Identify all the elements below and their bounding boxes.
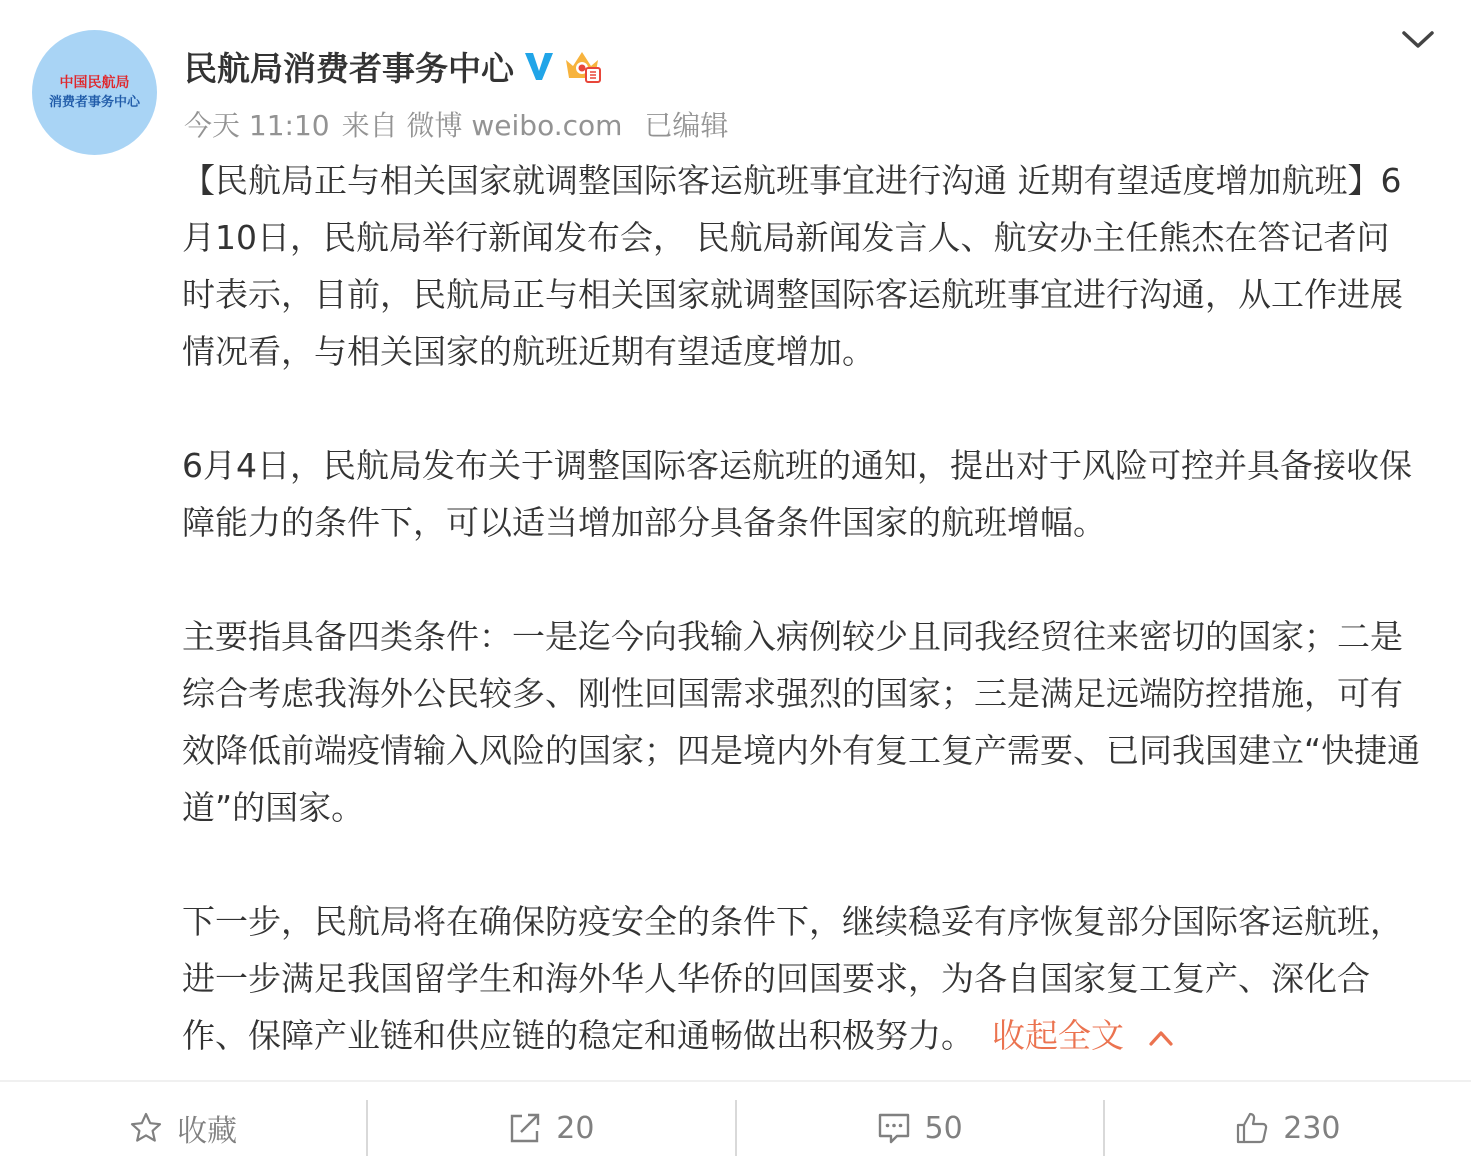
chevron-down-icon[interactable] bbox=[1401, 28, 1435, 52]
avatar-text-line1: 中国民航局 bbox=[59, 74, 130, 91]
like-button[interactable] bbox=[1105, 1082, 1471, 1174]
edited-label[interactable]: 已编辑 bbox=[644, 109, 729, 142]
post-meta bbox=[184, 104, 728, 144]
comment-button[interactable] bbox=[737, 1082, 1103, 1174]
chevron-up-icon bbox=[1148, 1029, 1174, 1047]
star-icon bbox=[129, 1111, 163, 1145]
comment-count: 50 bbox=[924, 1110, 963, 1146]
author-name[interactable]: 民航局消费者事务中心 bbox=[184, 48, 514, 88]
collapse-text-link[interactable] bbox=[992, 1016, 1174, 1055]
comment-icon bbox=[877, 1111, 911, 1145]
avatar-text-line2: 消费者事务中心 bbox=[48, 94, 140, 110]
avatar[interactable] bbox=[32, 30, 157, 155]
repost-icon bbox=[508, 1111, 542, 1145]
post-time[interactable]: 今天 11:10 bbox=[184, 109, 330, 142]
favorite-label: 收藏 bbox=[177, 1114, 238, 1149]
post-source[interactable]: 来自 微博 weibo.com bbox=[341, 109, 623, 142]
collapse-label: 收起全文 bbox=[992, 1016, 1124, 1055]
post-paragraph: 6月4日，民航局发布关于调整国际客运航班的通知，提出对于风险可控并具备接收保障能力的条件下，可以适当增加部分具备条件国家的航班增幅。 bbox=[182, 446, 1412, 542]
author-line bbox=[184, 40, 602, 92]
repost-count: 20 bbox=[556, 1110, 595, 1146]
post-paragraph-last bbox=[182, 893, 1422, 1064]
post-paragraph: 下一步，民航局将在确保防疫安全的条件下，继续稳妥有序恢复部分国际客运航班，进一步满足我国留学生和海外华人华侨的回国要求，为各自国家复工复产、深化合作、保障产业链和供应链的稳定和通畅做出积极努力。 bbox=[182, 902, 1403, 1055]
thumbs-up-icon bbox=[1235, 1111, 1269, 1145]
post-body bbox=[182, 152, 1422, 1064]
action-bar bbox=[0, 1080, 1471, 1174]
like-count: 230 bbox=[1283, 1110, 1341, 1146]
repost-button[interactable] bbox=[368, 1082, 734, 1174]
favorite-button[interactable] bbox=[0, 1082, 366, 1174]
verified-icon bbox=[522, 49, 556, 83]
vip-crown-icon bbox=[562, 46, 602, 86]
post-paragraph: 【民航局正与相关国家就调整国际客运航班事宜进行沟通 近期有望适度增加航班】6月10日，民航局举行新闻发布会， 民航局新闻发言人、航安办主任熊杰在答记者问时表示，目前，民航局正与相关国家就调整国际客运航班事宜进行沟通，从工作进展情况看，与相关国家的航班近期有望适度增加。 bbox=[182, 161, 1403, 371]
post-paragraph: 主要指具备四类条件：一是迄今向我输入病例较少且同我经贸往来密切的国家；二是综合考虑我海外公民较多、刚性回国需求强烈的国家；三是满足远端防控措施，可有效降低前端疫情输入风险的国家；四是境内外有复工复产需要、已同我国建立“快捷通道”的国家。 bbox=[182, 617, 1421, 827]
